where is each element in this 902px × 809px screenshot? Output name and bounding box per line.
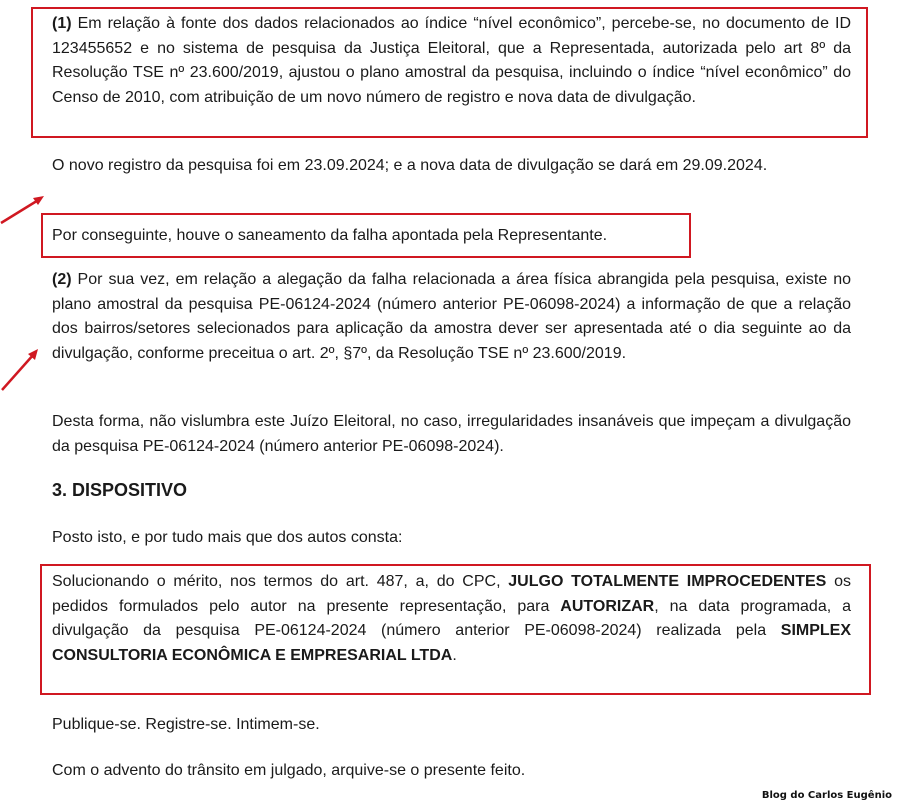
paragraph-new-registration: O novo registro da pesquisa foi em 23.09.2024; e a nova data de divulgação se dará em 29.09.2024. xyxy=(52,157,768,174)
paragraph-1-text: Em relação à fonte dos dados relacionados ao índice “nível econômico”, percebe-se, no documento de ID 123455652 e no sistema de pesquisa da Justiça Eleitoral, que a Representada, autorizada pelo art 8º da Resolução TSE nº 23.600/2019, ajustou o plano amostral da pesquisa, incluindo o índice “nível econômico” do Censo de 2010, com atribuição de um novo número de registro e nova data de divulgação. xyxy=(52,15,851,106)
paragraph-1-number: (1) xyxy=(52,15,72,32)
section-heading: 3. DISPOSITIVO xyxy=(52,480,188,500)
paragraph-arquive: Com o advento do trânsito em julgado, arquive-se o presente feito. xyxy=(52,762,526,779)
paragraph-publique: Publique-se. Registre-se. Intimem-se. xyxy=(52,716,320,733)
paragraph-posto-isto: Posto isto, e por tudo mais que dos autos consta: xyxy=(52,529,403,546)
paragraph-1 xyxy=(52,12,851,110)
paragraph-dispositivo xyxy=(52,570,851,668)
paragraph-conclusion: Desta forma, não vislumbra este Juízo Eleitoral, no caso, irregularidades insanáveis que impeçam a divulgação da pesquisa PE-06124-2024 (número anterior PE-06098-2024). xyxy=(52,413,851,455)
dispositivo-text-4: . xyxy=(452,646,457,664)
red-arrow-icon xyxy=(0,192,50,228)
dispositivo-bold-autorizar: AUTORIZAR xyxy=(560,597,655,615)
paragraph-2 xyxy=(52,268,851,366)
dispositivo-text-3: , na data programada, a divulgação da pesquisa PE-06124-2024 (número anterior PE-06098-2024) realizada pela xyxy=(52,597,851,639)
blog-watermark: Blog do Carlos Eugênio xyxy=(761,790,892,801)
paragraph-2-text: Por sua vez, em relação a alegação da falha relacionada a área física abrangida pela pesquisa, existe no plano amostral da pesquisa PE-06124-2024 (número anterior PE-06098-2024) a informação de que a relação dos bairros/setores selecionados para aplicação da amostra dever ser apresentada até o dia seguinte ao da divulgação, conforme preceitua o art. 2º, §7º, da Resolução TSE nº 23.600/2019. xyxy=(52,271,851,362)
dispositivo-text-1: Solucionando o mérito, nos termos do art. 487, a, do CPC, xyxy=(52,573,509,590)
dispositivo-bold-company: SIMPLEX CONSULTORIA ECONÔMICA E EMPRESARIAL LTDA xyxy=(52,622,851,664)
paragraph-2-number: (2) xyxy=(52,271,72,288)
red-arrow-icon xyxy=(0,342,45,394)
dispositivo-text-2: os pedidos formulados pelo autor na presente representação, para xyxy=(52,573,852,615)
dispositivo-bold-julgo: JULGO TOTALMENTE IMPROCEDENTES xyxy=(508,573,827,590)
paragraph-saneamento: Por conseguinte, houve o saneamento da falha apontada pela Representante. xyxy=(52,227,608,244)
